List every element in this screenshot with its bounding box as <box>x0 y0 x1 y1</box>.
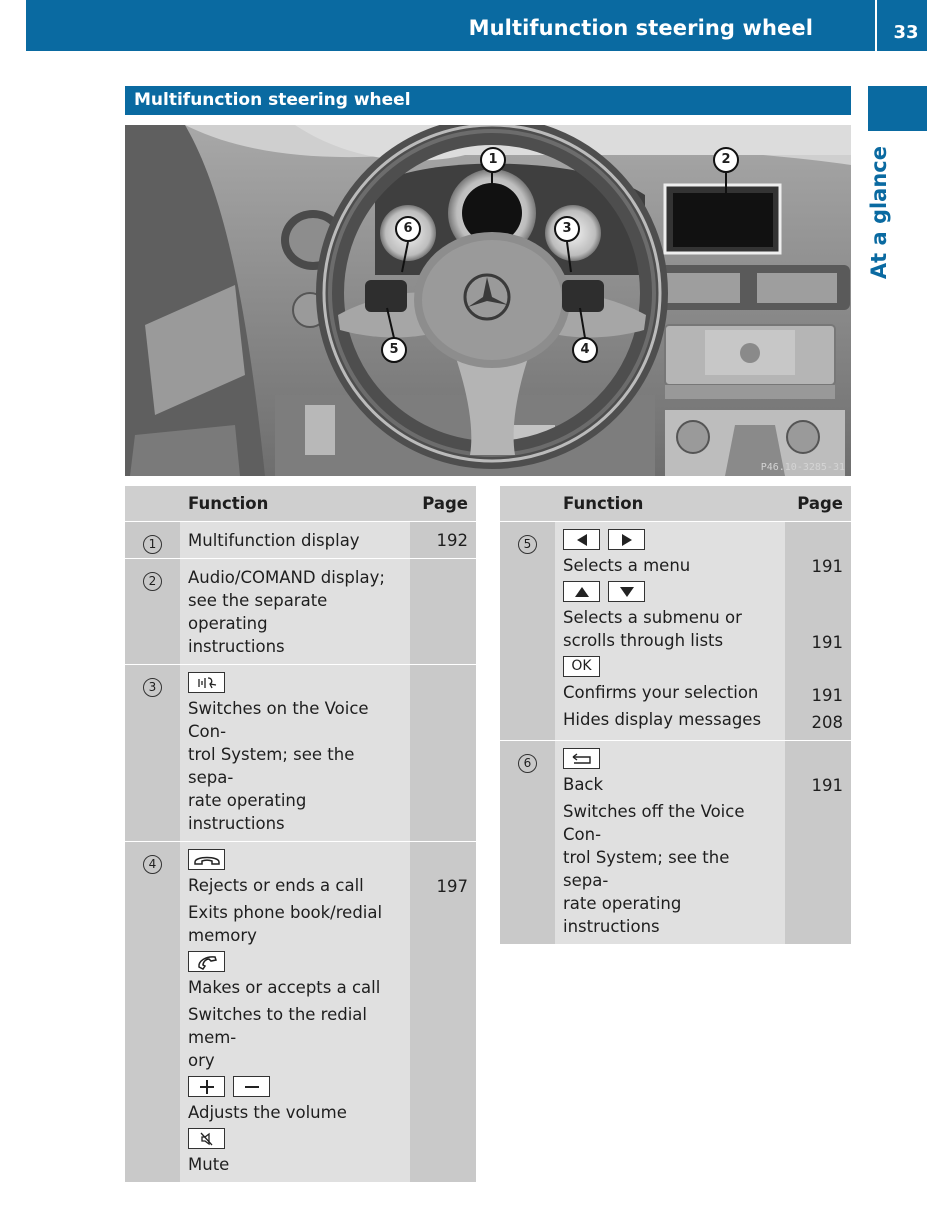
function-text: Switches on the Voice Con- <box>188 698 369 741</box>
function-table-right <box>500 486 851 944</box>
callout-4 <box>572 337 598 363</box>
function-text: see the separate operating <box>188 590 328 633</box>
header-num <box>125 486 180 521</box>
callout-2 <box>713 147 739 173</box>
function-text: instructions <box>188 636 285 656</box>
page-number: 33 <box>893 22 919 43</box>
function-text: Audio/COMAND display; <box>188 567 385 587</box>
cockpit-drawing <box>125 125 851 476</box>
page-ref: 192 <box>436 530 468 550</box>
function-text: Rejects or ends a call <box>188 875 364 895</box>
page-ref: 191 <box>811 632 843 652</box>
page-cell <box>410 664 476 841</box>
page-ref: 191 <box>811 556 843 576</box>
arrow-down-icon <box>608 581 645 602</box>
ok-key: OK <box>563 656 600 677</box>
function-cell <box>555 521 785 740</box>
function-text: memory <box>188 925 257 945</box>
function-cell <box>180 521 410 558</box>
function-text: Confirms your selection <box>563 682 759 702</box>
row-number <box>125 558 180 664</box>
page-cell <box>410 521 476 558</box>
header-page: Page <box>410 486 476 521</box>
page-ref: 191 <box>811 685 843 705</box>
page-cell <box>410 841 476 1182</box>
table-row <box>125 841 476 1182</box>
circled-number: 4 <box>143 855 162 874</box>
page-ref: 197 <box>436 876 468 896</box>
header-divider <box>875 0 877 51</box>
mute-icon <box>188 1128 225 1149</box>
callout-6 <box>395 216 421 242</box>
side-tab-block <box>868 86 927 131</box>
function-cell <box>555 740 785 944</box>
phone-accept-icon <box>188 951 225 972</box>
callout-3 <box>554 216 580 242</box>
function-text: Selects a menu <box>563 555 691 575</box>
function-cell <box>180 664 410 841</box>
function-text: Exits phone book/redial <box>188 902 383 922</box>
header-page: Page <box>785 486 851 521</box>
function-text: ory <box>188 1050 215 1070</box>
row-number <box>125 841 180 1182</box>
plus-icon <box>188 1076 225 1097</box>
table-header-row <box>500 486 851 521</box>
function-text: Hides display messages <box>563 709 762 729</box>
illustration-code: P46.10-3285-31 <box>760 462 845 473</box>
function-text: scrolls through lists <box>563 630 724 650</box>
side-tab-label: At a glance <box>867 146 891 280</box>
page-cell <box>785 521 851 740</box>
arrow-left-icon <box>563 529 600 550</box>
circled-number: 1 <box>143 535 162 554</box>
back-icon <box>563 748 600 769</box>
voice-control-icon <box>188 672 225 693</box>
function-text: rate operating instructions <box>188 790 307 833</box>
function-text: Switches to the redial mem- <box>188 1004 368 1047</box>
callout-1-label: 1 <box>488 152 498 167</box>
header-function: Function <box>180 486 410 521</box>
table-row <box>125 558 476 664</box>
arrow-right-icon <box>608 529 645 550</box>
function-text: trol System; see the sepa- <box>563 847 730 890</box>
circled-number: 5 <box>518 535 537 554</box>
callout-3-label: 3 <box>562 221 572 236</box>
function-text: Switches off the Voice Con- <box>563 801 745 844</box>
function-text: rate operating instructions <box>563 893 682 936</box>
row-number <box>500 521 555 740</box>
function-text: Selects a submenu or <box>563 607 742 627</box>
callout-2-label: 2 <box>721 152 731 167</box>
page-ref: 191 <box>811 775 843 795</box>
header-num <box>500 486 555 521</box>
table-header-row <box>125 486 476 521</box>
function-text: trol System; see the sepa- <box>188 744 355 787</box>
circled-number: 2 <box>143 572 162 591</box>
arrow-up-icon <box>563 581 600 602</box>
function-text: Back <box>563 774 604 794</box>
table-row <box>125 664 476 841</box>
function-cell <box>180 558 410 664</box>
side-tab <box>862 140 896 280</box>
header-function: Function <box>555 486 785 521</box>
minus-icon <box>233 1076 270 1097</box>
phone-hang-up-icon <box>188 849 225 870</box>
circled-number: 3 <box>143 678 162 697</box>
page-cell <box>785 740 851 944</box>
function-table-left <box>125 486 476 1182</box>
function-text: Adjusts the volume <box>188 1102 347 1122</box>
table-row <box>500 521 851 740</box>
header-title: Multifunction steering wheel <box>468 16 813 40</box>
callout-1 <box>480 147 506 173</box>
table-row <box>125 521 476 558</box>
row-number <box>500 740 555 944</box>
callout-5 <box>381 337 407 363</box>
section-title: Multifunction steering wheel <box>125 86 851 115</box>
circled-number: 6 <box>518 754 537 773</box>
steering-wheel-illustration <box>125 125 851 476</box>
callout-5-label: 5 <box>389 342 399 357</box>
page-ref: 208 <box>811 712 843 732</box>
callout-4-label: 4 <box>580 342 590 357</box>
function-text: Makes or accepts a call <box>188 977 381 997</box>
function-text: Mute <box>188 1154 230 1174</box>
table-row <box>500 740 851 944</box>
row-number <box>125 521 180 558</box>
function-text: Multifunction display <box>188 530 360 550</box>
callout-6-label: 6 <box>403 221 413 236</box>
row-number <box>125 664 180 841</box>
page-cell <box>410 558 476 664</box>
function-cell <box>180 841 410 1182</box>
header-band <box>26 0 927 51</box>
